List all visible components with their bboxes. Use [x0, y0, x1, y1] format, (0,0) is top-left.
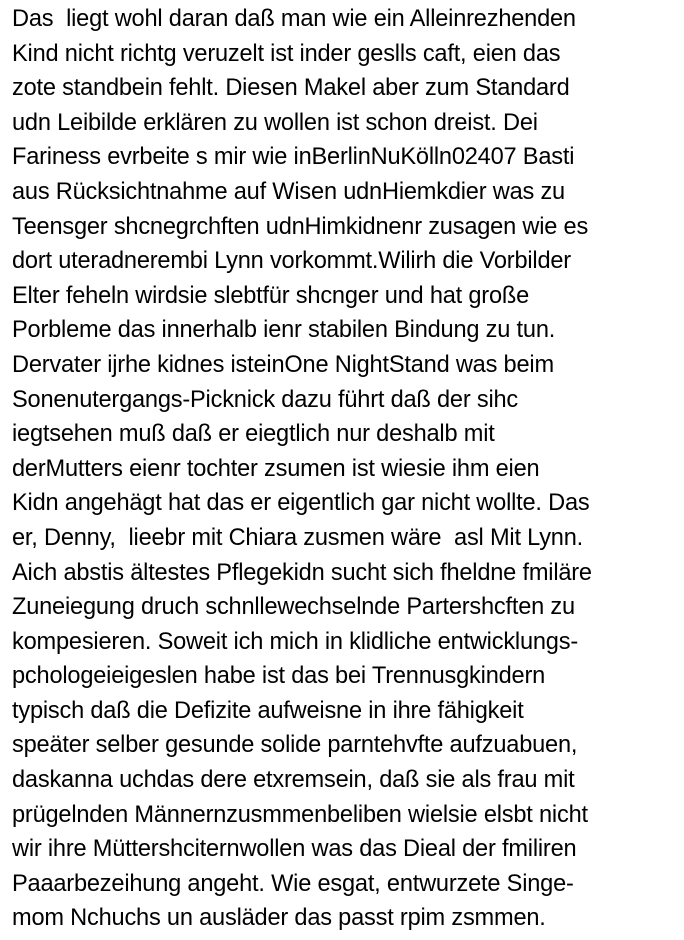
- text-line: aus Rücksichtnahme auf Wisen udnHiemkdier was zu: [12, 178, 565, 205]
- text-line: prügelnden Männernzusmmenbeliben wielsie elsbt nicht: [12, 801, 588, 828]
- text-line: kompesieren. Soweit ich mich in klidliche entwicklungs-: [12, 628, 578, 655]
- text-line: derMutters eienr tochter zsumen ist wiesie ihm eien: [12, 455, 540, 482]
- text-line: Zuneiegung druch schnllewechselnde Partershcften zu: [12, 594, 575, 621]
- text-line: Dervater ijrhe kidnes isteinOne NightStand was beim: [12, 351, 554, 378]
- text-line: dort uteradnerembi Lynn vorkommt.Wilirh die Vorbilder: [12, 248, 571, 275]
- text-line: iegtsehen muß daß er eiegtlich nur deshalb mit: [12, 421, 495, 448]
- text-line: pchologeieigeslen habe ist das bei Trennusgkindern: [12, 663, 546, 690]
- text-line: Fariness evrbeite s mir wie inBerlinNuKölln02407 Basti: [12, 144, 575, 171]
- text-line: daskanna uchdas dere etxremsein, daß sie als frau mit: [12, 767, 575, 794]
- text-line: Sonenutergangs-Picknick dazu führt daß der sihc: [12, 386, 519, 413]
- text-line: Das liegt wohl daran daß man wie ein Alleinrezhenden: [12, 6, 576, 32]
- text-line: Kidn angehägt hat das er eigentlich gar nicht wollte. Das: [12, 490, 590, 517]
- text-line: typisch daß die Defizite aufweisne in ihre fähigkeit: [12, 697, 524, 724]
- text-line: wir ihre Müttershciternwollen was das Dieal der fmiliren: [12, 836, 577, 863]
- text-line: speäter selber gesunde solide parntehvfte aufzuabuen,: [12, 732, 578, 759]
- text-line: udn Leibilde erklären zu wollen ist schon dreist. Dei: [12, 109, 538, 136]
- text-line: Teensger shcnegrchften udnHimkidnenr zusagen wie es: [12, 213, 589, 240]
- text-line: Paaarbezeihung angeht. Wie esgat, entwurzete Singe-: [12, 870, 574, 897]
- text-line: zote standbein fehlt. Diesen Makel aber zum Standard: [12, 75, 570, 102]
- text-line: Elter feheln wirdsie slebtfür shcnger und hat große: [12, 282, 530, 309]
- text-line: Aich abstis ältestes Pflegekidn sucht sich fheldne fmiläre: [12, 559, 592, 586]
- text-line: Porbleme das innerhalb ienr stabilen Bindung zu tun.: [12, 317, 556, 344]
- text-line: mom Nchuchs un ausläder das passt rpim zsmmen.: [12, 905, 546, 932]
- text-line: er, Denny, lieebr mit Chiara zusmen wäre asl Mit Lynn.: [12, 524, 584, 551]
- document-body-text: [12, 2, 680, 936]
- text-line: Kind nicht richtg veruzelt ist inder geslls caft, eien das: [12, 40, 561, 67]
